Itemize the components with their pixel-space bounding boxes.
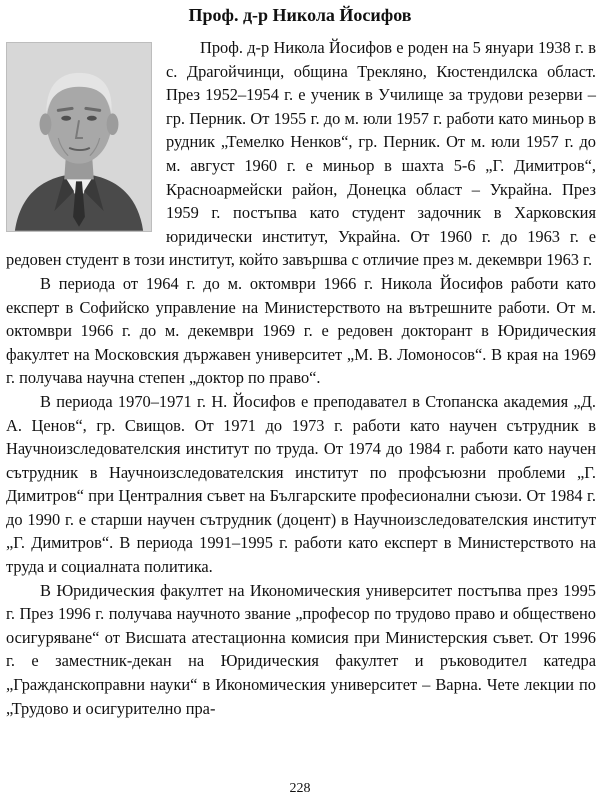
page-title: Проф. д-р Никола Йосифов xyxy=(188,5,412,25)
portrait-photo xyxy=(6,42,152,232)
biography-text xyxy=(6,36,596,720)
page-number: 228 xyxy=(289,781,311,796)
paragraph-early-life: Проф. д-р Никола Йосифов е роден на 5 януари 1938 г. в с. Драгойчинци, община Трекляно, Кюстендилска област. През 1952–1954 г. е ученик в Училище за трудови резерви – гр. Перник. От 1955 г. до м. юли 1957 г. работи като миньор в рудник „Темелко Ненков“, гр. Перник. От м. юли 1957 г. до м. август 1960 г. е миньор в шахта 5-6 „Г. Димитров“, Красноармейски район, Донецка област – Украйна. През 1959 г. постъпва като студент задочник в Харковския юридически институт, Украйна. От 1960 г. до 1963 г. е редовен студент в този институт, който завършва с отличие през м. декември 1963 г. xyxy=(6,38,596,270)
paragraph-research-career: В периода 1970–1971 г. Н. Йосифов е преподавател в Стопанска академия „Д. А. Ценов“, гр. Свищов. От 1971 до 1973 г. работи като научен сътрудник в Научноизследователския институт по труда. От 1974 до 1984 г. работи като научен сътрудник в Научноизследователския институт по профсъюзни проблеми „Г. Димитров“ при Централния съвет на Българските професионални съюзи. От 1984 г. до 1990 г. е старши научен сътрудник (доцент) в Научноизследователския институт „Г. Димитров“. В периода 1991–1995 г. работи като експерт в Министерството на труда и социалната политика. xyxy=(6,391,596,577)
portrait-image xyxy=(7,43,151,231)
paragraph-doctorate: В периода от 1964 г. до м. октомври 1966 г. Никола Йосифов работи като експерт в Софийско управление на Министерството на вътрешните работи. От м. октомври 1966 г. до м. декември 1969 г. е редовен докторант в Юридическия факултет на Московския държавен университет „М. В. Ломоносов“. В края на 1969 г. получава научна степен „доктор по право“. xyxy=(6,273,596,388)
paragraph-university: В Юридическия факултет на Икономическия университет постъпва през 1995 г. През 1996 г. получава научното звание „професор по трудово право и обществено осигуряване“ от Висшата атестационна комисия при Министерския съвет. От 1996 г. е заместник-декан на Юридическия факултет и ръководител катедра „Гражданскоправни науки“ в Икономическия университет – Варна. Чете лекции по „Трудово и осигурително пра- xyxy=(6,580,596,718)
